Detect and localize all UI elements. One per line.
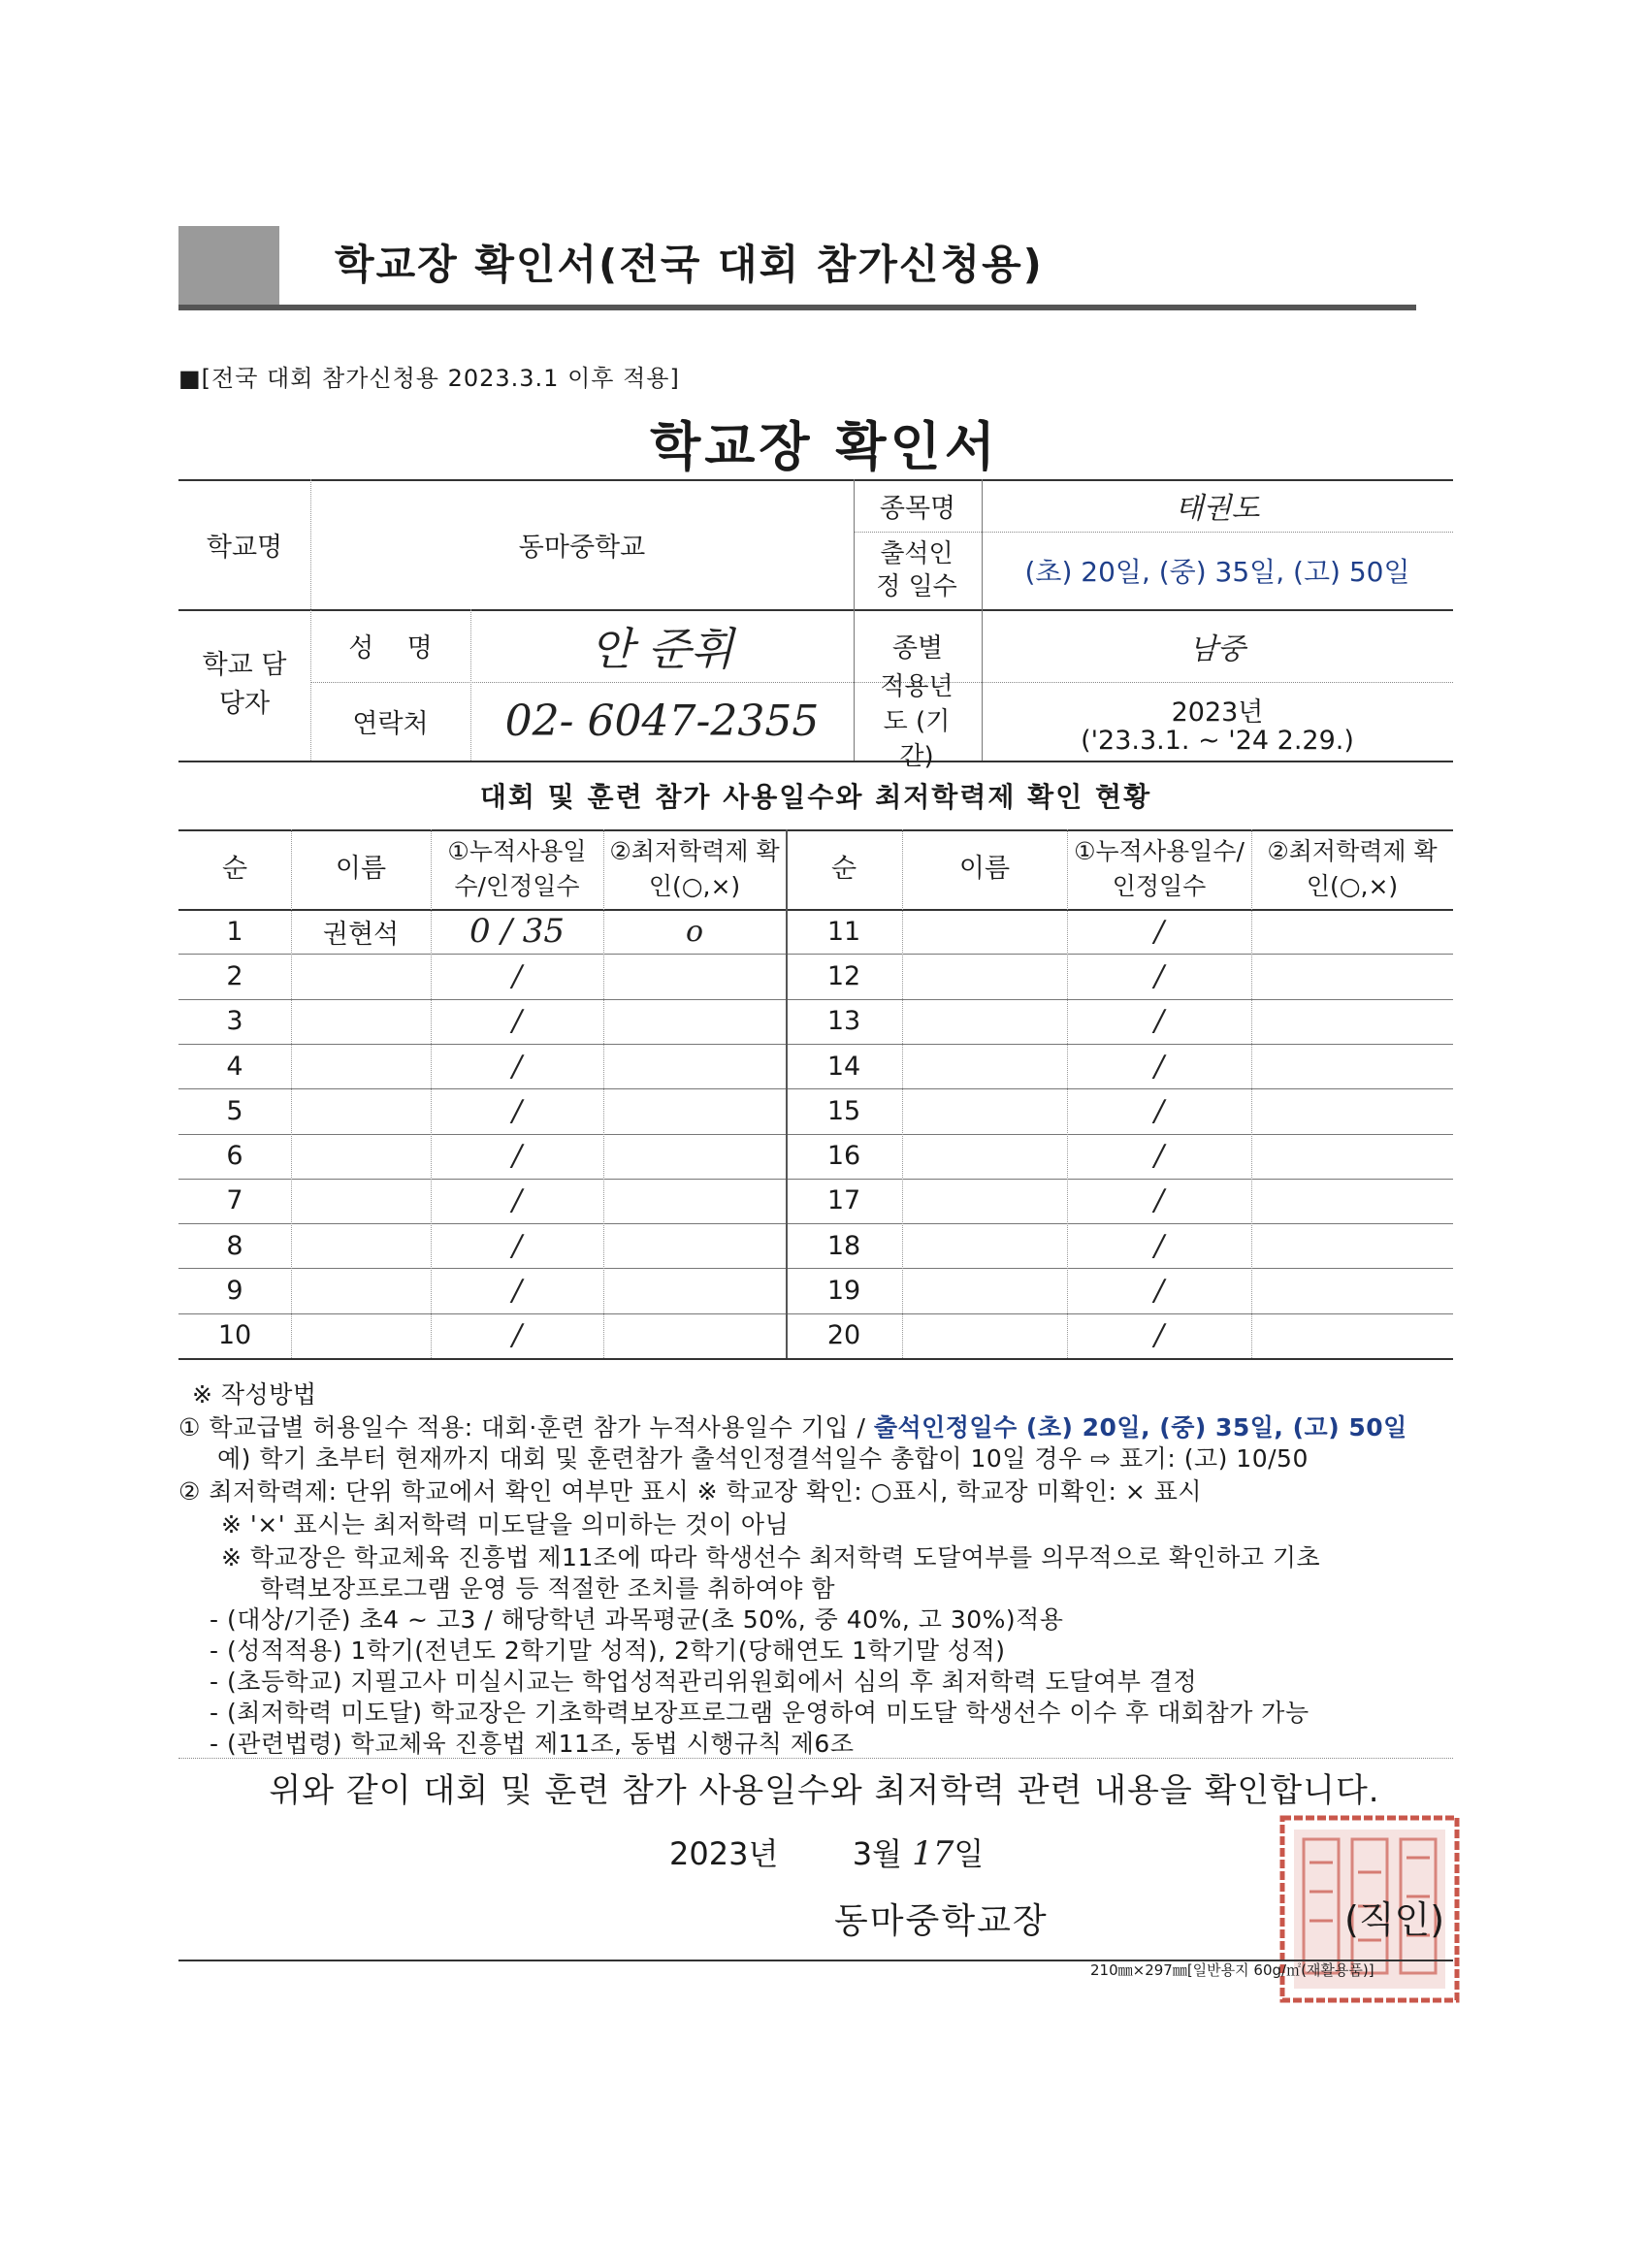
- row-name: [902, 909, 1067, 954]
- note-line-1-text: ① 학교급별 허용일수 적용: 대회·훈련 참가 누적사용일수 기입 /: [178, 1413, 874, 1442]
- row-number: 7: [226, 1185, 243, 1216]
- table-header-r-1: 이름: [958, 854, 1011, 884]
- note-line-11: - (관련법령) 학교체육 진흥법 제11조, 동법 시행규칙 제6조: [210, 1730, 855, 1758]
- row-days: /: [1153, 1093, 1165, 1128]
- row-name: [902, 1268, 1067, 1312]
- row-number: 14: [826, 1051, 861, 1082]
- row-name: [902, 1313, 1067, 1358]
- school-name-value: 동마중학교: [518, 532, 646, 563]
- school-name-label: 학교명: [206, 532, 283, 563]
- row-check: [1251, 1223, 1453, 1268]
- row-check: [603, 1088, 786, 1133]
- principal-signer: 동마중학교장: [834, 1901, 1049, 1941]
- note-line-3: ② 최저학력제: 단위 학교에서 확인 여부만 표시 ※ 학교장 확인: ○표시, 학교장 미확인: × 표시: [178, 1477, 1203, 1506]
- row-days: /: [511, 1139, 523, 1174]
- row-check: [1251, 1313, 1453, 1358]
- row-number: 6: [226, 1141, 243, 1172]
- table-header-l-3: ②최저학력제 확인(○,×): [609, 837, 780, 900]
- note-line-5: ※ 학교장은 학교체육 진흥법 제11조에 따라 학생선수 최저학력 도달여부를 의무적으로 확인하고 기초: [221, 1543, 1321, 1571]
- date-day: 17: [912, 1834, 954, 1873]
- row-days: /: [1153, 914, 1165, 949]
- row-check: [1251, 1268, 1453, 1312]
- row-number: 20: [826, 1320, 861, 1351]
- note-line-1: [178, 1409, 1407, 1443]
- seal-label: (직인): [1344, 1898, 1445, 1941]
- row-check: [1251, 1179, 1453, 1223]
- row-check: o: [685, 914, 704, 949]
- row-days: /: [511, 1004, 523, 1039]
- row-number: 3: [226, 1006, 243, 1037]
- note-line-1-bold: 출석인정일수 (초) 20일, (중) 35일, (고) 50일: [873, 1413, 1407, 1442]
- table-header-r-2: ①누적사용일수/인정일수: [1074, 837, 1245, 900]
- name-label: 성 명: [348, 633, 433, 664]
- version-note: ■[전국 대회 참가신청용 2023.3.1 이후 적용]: [178, 365, 680, 392]
- row-name: [291, 999, 431, 1044]
- row-number: 17: [826, 1185, 861, 1216]
- table-header-l-2: ①누적사용일수/인정일수: [447, 837, 587, 900]
- sport-value: 태권도: [1175, 492, 1260, 526]
- table-header-r-3: ②최저학력제 확인(○,×): [1267, 837, 1438, 900]
- row-check: [1251, 999, 1453, 1044]
- banner-title: 학교장 확인서(전국 대회 참가신청용): [335, 241, 1044, 288]
- banner-gray-block: [178, 226, 279, 309]
- row-name: [902, 999, 1067, 1044]
- note-line-10: - (최저학력 미도달) 학교장은 기초학력보장프로그램 운영하여 미도달 학생선수 이수 후 대회참가 가능: [210, 1699, 1310, 1727]
- row-number: 13: [826, 1006, 861, 1037]
- staff-label: 학교 담당자: [202, 650, 287, 719]
- row-name: [902, 1179, 1067, 1223]
- row-name: [902, 1088, 1067, 1133]
- row-days: /: [511, 1049, 523, 1084]
- row-check: [1251, 954, 1453, 998]
- row-check: [603, 1134, 786, 1179]
- row-number: 16: [826, 1141, 861, 1172]
- row-number: 9: [226, 1276, 243, 1307]
- row-number: 4: [226, 1051, 243, 1082]
- notes-heading: ※ 작성방법: [192, 1380, 317, 1409]
- row-days: /: [511, 1228, 523, 1263]
- row-name: [291, 1088, 431, 1133]
- date-day-suffix: 일: [954, 1835, 985, 1872]
- date-month: 3월: [852, 1835, 902, 1872]
- note-line-9: - (초등학교) 지필고사 미실시교는 학업성적관리위원회에서 심의 후 최저학력 도달여부 결정: [210, 1668, 1198, 1696]
- row-name: [902, 954, 1067, 998]
- date-year: 2023년: [669, 1835, 779, 1872]
- row-check: [1251, 1044, 1453, 1088]
- contact-value: 02- 6047-2355: [504, 697, 820, 746]
- row-name: [291, 1044, 431, 1088]
- row-days: /: [1153, 1274, 1165, 1309]
- row-name: 권현석: [322, 919, 400, 950]
- banner-underline: [178, 305, 1416, 310]
- note-line-4: ※ '×' 표시는 최저학력 미도달을 의미하는 것이 아님: [221, 1510, 790, 1539]
- row-days: /: [1153, 958, 1165, 993]
- contact-label: 연락처: [352, 709, 429, 739]
- document-title: 학교장 확인서: [650, 416, 999, 477]
- row-number: 5: [226, 1095, 243, 1126]
- row-number: 2: [226, 960, 243, 991]
- year-label: 적용년도 (기간): [880, 671, 954, 771]
- row-name: [291, 1179, 431, 1223]
- row-days: /: [1153, 1139, 1165, 1174]
- note-line-6: 학력보장프로그램 운영 등 적절한 조치를 취하여야 함: [260, 1574, 835, 1603]
- row-name: [291, 1134, 431, 1179]
- row-days: /: [511, 1318, 523, 1353]
- row-days: /: [1153, 1049, 1165, 1084]
- row-name: [291, 1268, 431, 1312]
- attendance-value: (초) 20일, (중) 35일, (고) 50일: [1024, 556, 1410, 588]
- row-check: [603, 954, 786, 998]
- row-number: 15: [826, 1095, 861, 1126]
- row-check: [603, 1268, 786, 1312]
- row-check: [603, 1044, 786, 1088]
- row-number: 18: [826, 1230, 861, 1261]
- row-check: [1251, 1134, 1453, 1179]
- row-number: 19: [826, 1276, 861, 1307]
- row-days: /: [511, 1183, 523, 1218]
- row-days: /: [1153, 1004, 1165, 1039]
- note-line-8: - (성적적용) 1학기(전년도 2학기말 성적), 2학기(당해연도 1학기말 성적): [210, 1636, 1006, 1665]
- row-check: [1251, 909, 1453, 954]
- row-days: /: [511, 1274, 523, 1309]
- row-name: [291, 1223, 431, 1268]
- row-check: [1251, 1088, 1453, 1133]
- row-days: /: [511, 958, 523, 993]
- row-number: 12: [826, 960, 861, 991]
- row-name: [902, 1134, 1067, 1179]
- table-header-r-0: 순: [830, 854, 857, 884]
- year-value: 2023년: [1171, 697, 1264, 728]
- row-name: [902, 1044, 1067, 1088]
- attendance-label: 출석인정 일수: [876, 539, 957, 601]
- confirmation-statement: 위와 같이 대회 및 훈련 참가 사용일수와 최저학력 관련 내용을 확인합니다.: [269, 1771, 1380, 1810]
- row-number: 11: [826, 916, 861, 947]
- period-value: ('23.3.1. ~ '24 2.29.): [1081, 726, 1354, 756]
- paper-spec: 210㎜×297㎜[일반용지 60g/㎡(재활용품)]: [1090, 1961, 1374, 1979]
- row-check: [603, 1179, 786, 1223]
- date-line: [669, 1830, 984, 1874]
- note-line-7: - (대상/기준) 초4 ~ 고3 / 해당학년 과목평균(초 50%, 중 40%, 고 30%)적용: [210, 1605, 1064, 1634]
- row-check: [603, 1313, 786, 1358]
- row-days: /: [511, 1093, 523, 1128]
- row-number: 8: [226, 1230, 243, 1261]
- table-header-l-0: 순: [221, 854, 248, 884]
- staff-name-value: 안 준휘: [590, 622, 734, 675]
- row-days: /: [1153, 1318, 1165, 1353]
- row-name: [291, 1313, 431, 1358]
- usage-section-title: 대회 및 훈련 참가 사용일수와 최저학력제 확인 현황: [479, 781, 1152, 813]
- category-value: 남중: [1189, 632, 1245, 666]
- row-name: [291, 954, 431, 998]
- row-check: [603, 1223, 786, 1268]
- row-number: 1: [226, 916, 243, 947]
- row-check: [603, 999, 786, 1044]
- row-days: /: [1153, 1228, 1165, 1263]
- note-line-2: 예) 학기 초부터 현재까지 대회 및 훈련참가 출석인정결석일수 총합이 10일 경우 ⇨ 표기: (고) 10/50: [217, 1444, 1309, 1473]
- row-number: 10: [217, 1320, 252, 1351]
- row-days: /: [1153, 1183, 1165, 1218]
- table-header-l-1: 이름: [335, 854, 387, 884]
- sport-label: 종목명: [879, 493, 956, 524]
- category-label: 종별: [891, 633, 944, 664]
- row-days: 0 / 35: [469, 912, 565, 952]
- row-name: [902, 1223, 1067, 1268]
